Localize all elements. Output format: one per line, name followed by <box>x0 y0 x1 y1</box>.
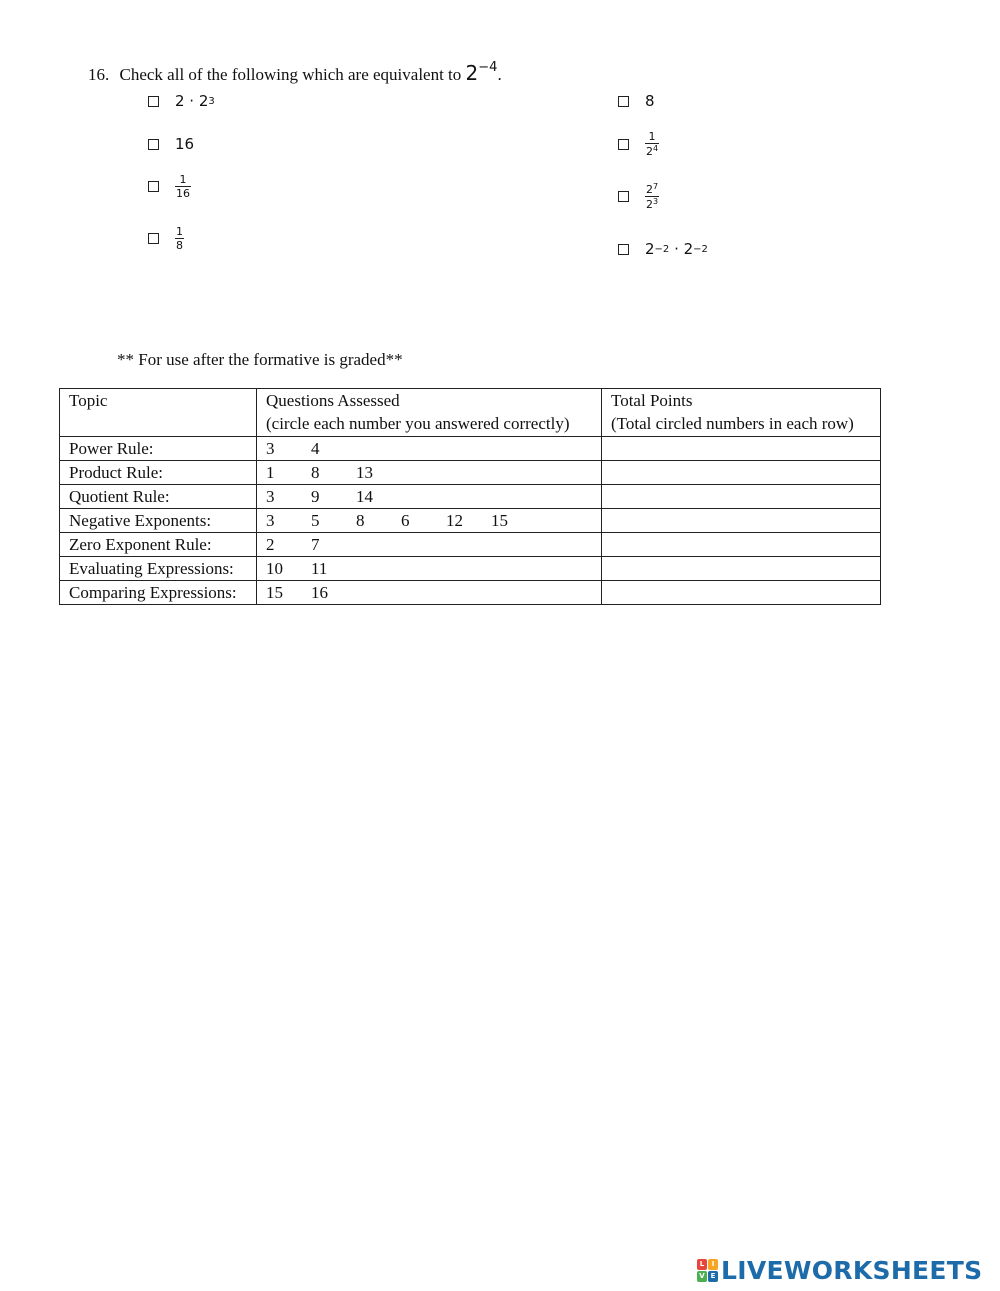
option-8[interactable] <box>618 92 655 110</box>
row-points[interactable] <box>602 533 881 557</box>
header-points <box>602 389 881 437</box>
header-questions-title: Questions Assessed <box>266 391 400 410</box>
grading-table <box>59 388 881 605</box>
option-2-times-2-cubed[interactable] <box>148 92 215 110</box>
option-1-over-16[interactable] <box>148 174 191 199</box>
term-b-sup: −2 <box>693 243 708 255</box>
fraction <box>645 183 659 210</box>
denominator <box>645 196 659 211</box>
fraction <box>175 174 191 199</box>
row-questions <box>257 509 602 533</box>
table-header-row <box>60 389 881 437</box>
option-1-over-8[interactable] <box>148 226 184 251</box>
row-topic: Comparing Expressions: <box>60 581 257 605</box>
term-a: 2 <box>645 240 655 258</box>
row-points[interactable] <box>602 485 881 509</box>
checkbox[interactable] <box>618 96 629 107</box>
question-number[interactable]: 11 <box>311 559 328 578</box>
row-topic: Power Rule: <box>60 437 257 461</box>
denominator <box>645 143 659 158</box>
checkbox[interactable] <box>618 244 629 255</box>
header-topic: Topic <box>60 389 257 437</box>
question-number[interactable]: 3 <box>266 511 275 530</box>
fraction <box>645 131 659 157</box>
row-questions <box>257 533 602 557</box>
row-questions <box>257 437 602 461</box>
table-row <box>60 485 881 509</box>
row-topic: Zero Exponent Rule: <box>60 533 257 557</box>
numerator: 1 <box>648 130 656 143</box>
row-topic: Evaluating Expressions: <box>60 557 257 581</box>
table-row <box>60 557 881 581</box>
table-row <box>60 437 881 461</box>
question-exponent: −4 <box>478 60 498 75</box>
option-16[interactable] <box>148 135 194 153</box>
row-points[interactable] <box>602 437 881 461</box>
logo-text: LIVEWORKSHEETS <box>721 1256 983 1285</box>
header-questions-subtitle: (circle each number you answered correctly) <box>266 414 570 433</box>
question-number[interactable]: 3 <box>266 487 275 506</box>
row-questions <box>257 485 602 509</box>
checkbox[interactable] <box>148 181 159 192</box>
question-16-prompt <box>88 60 502 85</box>
den-sup: 3 <box>653 196 659 206</box>
question-number[interactable]: 14 <box>356 487 373 506</box>
checkbox[interactable] <box>148 233 159 244</box>
question-number[interactable]: 15 <box>491 511 508 530</box>
question-number[interactable]: 9 <box>311 487 320 506</box>
table-row <box>60 461 881 485</box>
option-value: 2 · 2 <box>175 92 209 110</box>
logo-mark-v: V <box>697 1271 707 1282</box>
question-number[interactable]: 3 <box>266 439 275 458</box>
table-row <box>60 533 881 557</box>
num-base: 2 <box>646 183 653 196</box>
row-topic: Negative Exponents: <box>60 509 257 533</box>
logo-mark-icon <box>697 1259 718 1282</box>
grading-note: ** For use after the formative is graded** <box>117 350 403 369</box>
table-row <box>60 581 881 605</box>
question-number[interactable]: 13 <box>356 463 373 482</box>
question-text: Check all of the following which are equivalent to <box>119 65 462 84</box>
table-row <box>60 509 881 533</box>
question-number[interactable]: 7 <box>311 535 320 554</box>
denominator: 8 <box>176 238 183 252</box>
numerator: 1 <box>179 173 187 186</box>
num-sup: 7 <box>653 182 659 191</box>
option-1-over-2-to-4[interactable] <box>618 131 659 157</box>
option-2-neg2-times-2-neg2[interactable] <box>618 240 708 258</box>
checkbox[interactable] <box>618 139 629 150</box>
question-number[interactable]: 8 <box>356 511 365 530</box>
row-questions <box>257 461 602 485</box>
checkbox[interactable] <box>618 191 629 202</box>
row-points[interactable] <box>602 461 881 485</box>
question-number[interactable]: 15 <box>266 583 283 602</box>
question-number[interactable]: 12 <box>446 511 463 530</box>
question-number: 16. <box>88 65 110 84</box>
den-sup: 4 <box>653 143 659 153</box>
header-questions <box>257 389 602 437</box>
fraction <box>175 226 184 251</box>
checkbox[interactable] <box>148 139 159 150</box>
question-end: . <box>497 65 502 84</box>
question-number[interactable]: 1 <box>266 463 275 482</box>
row-topic: Quotient Rule: <box>60 485 257 509</box>
logo-mark-e: E <box>708 1271 718 1282</box>
question-number[interactable]: 8 <box>311 463 320 482</box>
question-number[interactable]: 16 <box>311 583 328 602</box>
header-points-title: Total Points <box>611 391 693 410</box>
option-value: 16 <box>175 135 195 153</box>
question-base: 2 <box>465 61 479 85</box>
row-topic: Product Rule: <box>60 461 257 485</box>
option-value: 8 <box>645 92 655 110</box>
row-questions <box>257 557 602 581</box>
question-number[interactable]: 10 <box>266 559 283 578</box>
den-base: 2 <box>646 144 653 158</box>
question-number[interactable]: 5 <box>311 511 320 530</box>
question-number[interactable]: 6 <box>401 511 410 530</box>
liveworksheets-logo <box>697 1256 982 1285</box>
option-sup: 3 <box>208 95 215 107</box>
option-2-to-7-over-2-cubed[interactable] <box>618 183 659 210</box>
header-points-subtitle: (Total circled numbers in each row) <box>611 414 854 433</box>
den-base: 2 <box>646 197 653 211</box>
row-points[interactable] <box>602 557 881 581</box>
term-b: · 2 <box>669 240 694 258</box>
row-questions <box>257 581 602 605</box>
logo-mark-i: I <box>708 1259 718 1270</box>
question-number[interactable]: 2 <box>266 535 275 554</box>
numerator: 1 <box>176 225 183 238</box>
row-points[interactable] <box>602 509 881 533</box>
denominator: 16 <box>176 186 190 200</box>
checkbox[interactable] <box>148 96 159 107</box>
logo-mark-l: L <box>697 1259 707 1270</box>
row-points[interactable] <box>602 581 881 605</box>
term-a-sup: −2 <box>654 243 670 255</box>
numerator <box>645 183 659 196</box>
question-number[interactable]: 4 <box>311 439 320 458</box>
